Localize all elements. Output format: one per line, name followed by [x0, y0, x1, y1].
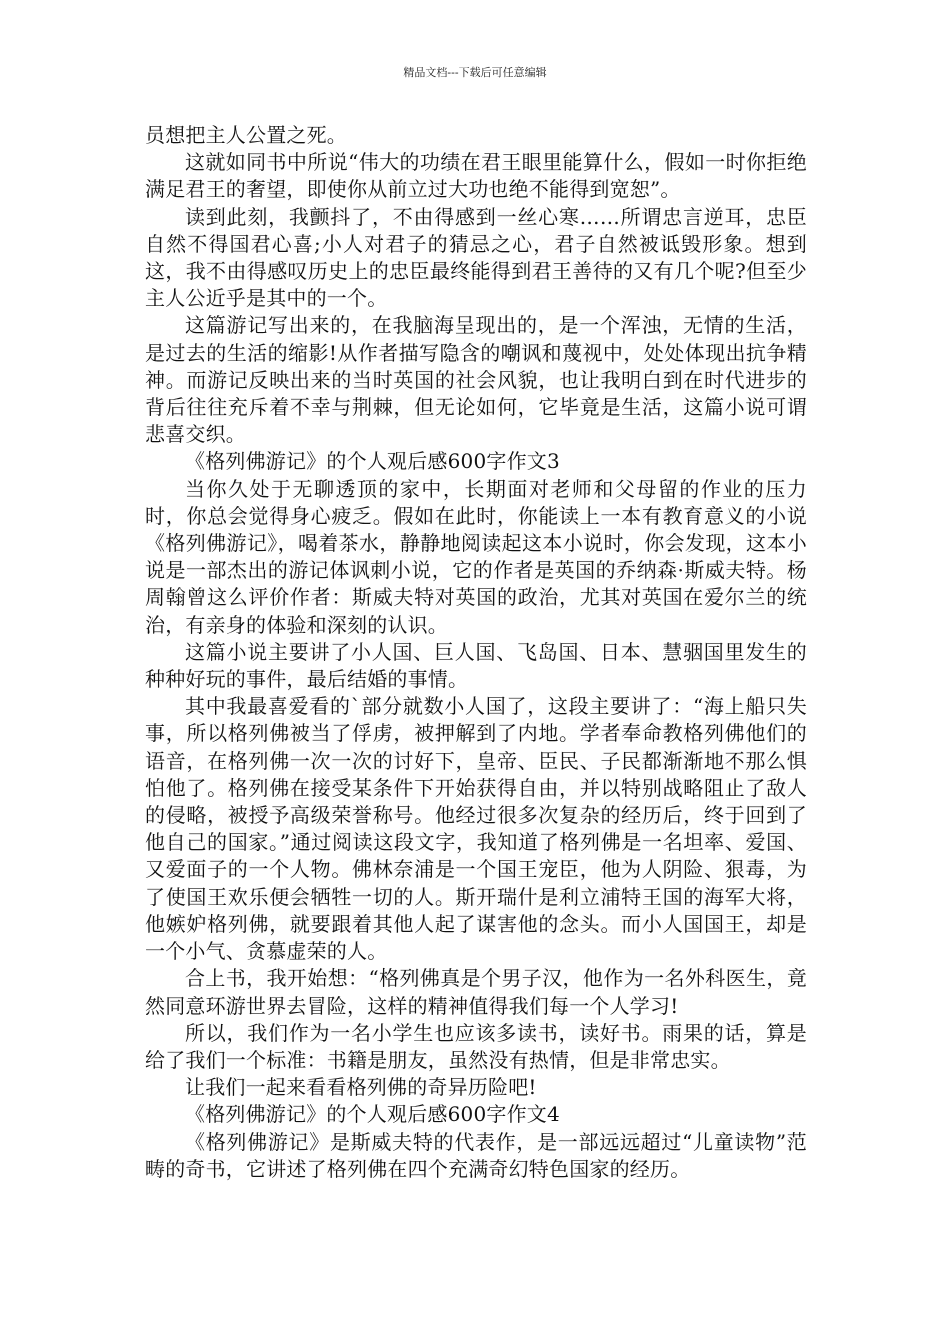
page-header: 精品文档---下载后可任意编辑 — [403, 66, 547, 79]
paragraph: 《格列佛游记》是斯威夫特的代表作，是一部远远超过“儿童读物”范畴的奇书，它讲述了格列佛在四个充满奇幻特色国家的经历。 — [145, 1129, 807, 1181]
section-heading: 《格列佛游记》的个人观后感600字作文4 — [185, 1102, 560, 1127]
paragraph: 员想把主人公置之死。 — [145, 123, 347, 147]
paragraph: 这篇小说主要讲了小人国、巨人国、飞岛国、日本、慧骃国里发生的种种好玩的事件，最后结婚的事情。 — [145, 639, 807, 692]
paragraph: 合上书，我开始想：“格列佛真是个男子汉，他作为一名外科医生，竟然同意环游世界去冒险，这样的精神值得我们每一个人学习! — [145, 966, 807, 1018]
paragraph: 所以，我们作为一名小学生也应该多读书，读好书。雨果的话，算是给了我们一个标准：书籍是朋友，虽然没有热情，但是非常忠实。 — [145, 1020, 807, 1072]
section-heading: 《格列佛游记》的个人观后感600字作文3 — [185, 449, 560, 474]
document-body — [145, 122, 807, 1183]
paragraph: 让我们一起来看看格列佛的奇异历险吧! — [185, 1075, 537, 1100]
paragraph: 这就如同书中所说“伟大的功绩在君王眼里能算什么，假如一时你拒绝满足君王的奢望，即使你从前立过大功也绝不能得到宽恕”。 — [145, 150, 807, 202]
paragraph: 当你久处于无聊透顶的家中，长期面对老师和父母留的作业的压力时，你总会觉得身心疲乏。假如在此时，你能读上一本有教育意义的小说《格列佛游记》，喝着茶水，静静地阅读起这本小说时，你会发现，这本小说是一部杰出的游记体讽刺小说，它的作者是英国的乔纳森·斯威夫特。杨周翰曾这么评价作者：斯威夫特对英国的政治，尤其对英国在爱尔兰的统治，有亲身的体验和深刻的认识。 — [145, 476, 807, 637]
paragraph: 这篇游记写出来的，在我脑海呈现出的，是一个浑浊，无情的生活，是过去的生活的缩影!从作者描写隐含的嘲讽和蔑视中，处处体现出抗争精神。而游记反映出来的当时英国的社会风貌，也让我明白到在时代进步的背后往往充斥着不幸与荆棘，但无论如何，它毕竟是生活，这篇小说可谓悲喜交织。 — [145, 313, 807, 447]
paragraph: 读到此刻，我颤抖了，不由得感到一丝心寒……所谓忠言逆耳，忠臣自然不得国君心喜;小人对君子的猜忌之心，君子自然被诋毁形象。想到这，我不由得感叹历史上的忠臣最终能得到君王善待的又有几个呢?但至少主人公近乎是其中的一个。 — [145, 204, 807, 311]
paragraph: 其中我最喜爱看的`部分就数小人国了，这段主要讲了：“海上船只失事，所以格列佛被当了俘虏，被押解到了内地。学者奉命教格列佛他们的语音，在格列佛一次一次的讨好下，皇帝、臣民、子民都渐渐地不那么惧怕他了。格列佛在接受某条件下开始获得自由，并以特别战略阻止了敌人的侵略，被授予高级荣誉称号。他经过很多次复杂的经历后，终于回到了他自己的国家。”通过阅读这段文字，我知道了格列佛是一名坦率、爱国、又爱面子的一个人物。佛林奈浦是一个国王宠臣，他为人阴险、狠毒，为了使国王欢乐便会牺牲一切的人。斯开瑞什是利立浦特王国的海军大将，他嫉妒格列佛，就要跟着其他人起了谋害他的念头。而小人国国王，却是一个小气、贪慕虚荣的人。 — [145, 694, 807, 964]
